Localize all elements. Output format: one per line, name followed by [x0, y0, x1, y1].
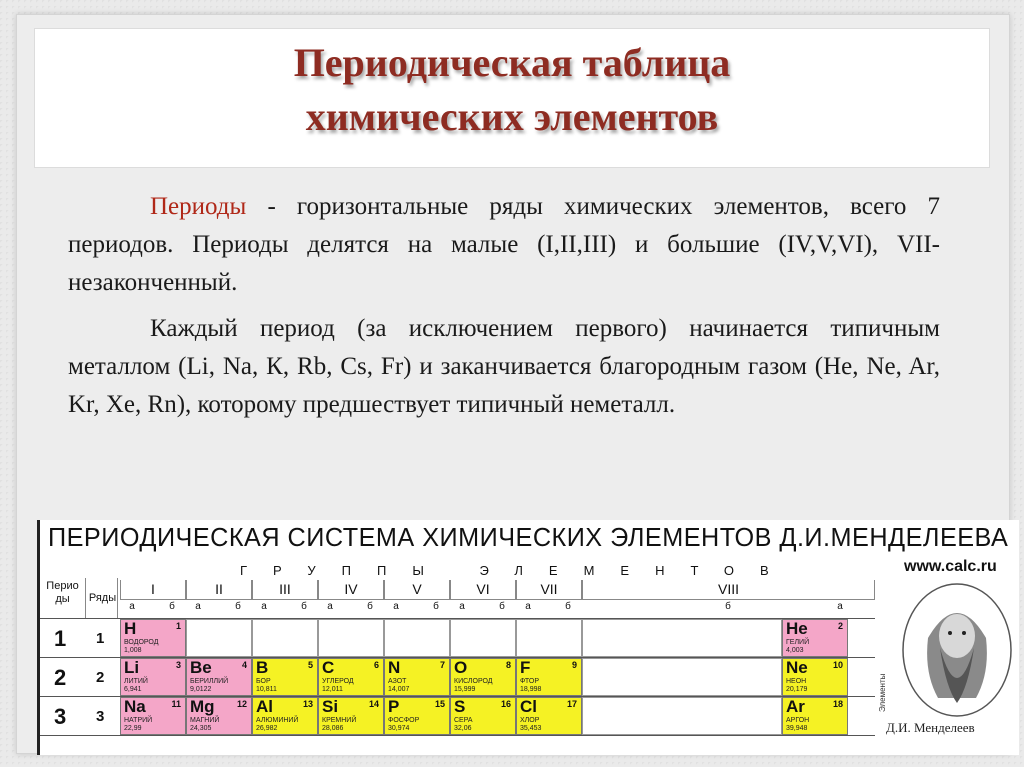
atomic-number: 15	[434, 699, 445, 709]
element-cell-h	[120, 619, 186, 657]
period-number-3: 3	[54, 704, 67, 729]
element-cell-o	[450, 658, 516, 696]
atomic-number: 18	[832, 699, 843, 709]
element-name: НЕОН	[786, 678, 807, 685]
period-number-2: 2	[54, 665, 67, 690]
group-header-3: III	[252, 580, 318, 600]
periodic-table-image	[37, 520, 1019, 755]
element-cell-ar	[782, 697, 848, 735]
atomic-mass: 4,003	[786, 647, 804, 654]
atomic-number: 11	[171, 699, 181, 709]
subgroup-a-3: а	[261, 601, 267, 612]
subgroup-b-7: б	[565, 601, 571, 612]
subgroup-a-6: а	[459, 601, 465, 612]
element-name: СЕРА	[454, 717, 473, 724]
atomic-mass: 24,305	[190, 725, 212, 732]
element-symbol: Be	[190, 658, 212, 677]
atomic-number: 16	[500, 699, 511, 709]
group-header-5: V	[384, 580, 450, 600]
atomic-mass: 12,011	[322, 686, 343, 693]
atomic-number: 3	[175, 660, 181, 670]
atomic-mass: 9,0122	[190, 686, 212, 693]
element-name: ФОСФОР	[388, 717, 420, 724]
element-cell-be	[186, 658, 252, 696]
paragraph-period-structure: Каждый период (за исключением первого) начинается типичным металлом (Li, Na, К, Rb, Cs, Fr) и заканчивается благородным газом (He, Ne, Ar, Kr, Xe, Rn), которому предшествует типичный неметалл.	[68, 315, 940, 418]
periodic-table-title: ПЕРИОДИЧЕСКАЯ СИСТЕМА ХИМИЧЕСКИХ ЭЛЕМЕНТОВ Д.И.МЕНДЕЛЕЕВА	[48, 522, 1009, 552]
element-cell-mg	[186, 697, 252, 735]
element-symbol: Al	[256, 697, 273, 716]
subgroup-a-7: а	[525, 601, 531, 612]
atomic-number: 10	[832, 660, 843, 670]
element-symbol: H	[124, 619, 137, 638]
element-name: КИСЛОРОД	[454, 678, 493, 685]
element-name: ХЛОР	[520, 717, 540, 724]
row-divider	[40, 735, 875, 736]
atomic-number: 17	[566, 699, 577, 709]
atomic-number: 12	[236, 699, 247, 709]
element-symbol: O	[454, 658, 468, 677]
atomic-mass: 30,974	[388, 725, 410, 732]
subgroup-b-8: б	[725, 601, 731, 612]
subgroup-b-5: б	[433, 601, 439, 612]
element-cell-n	[384, 658, 450, 696]
title-line-1: Периодическая таблица	[293, 40, 731, 85]
subgroup-b-3: б	[301, 601, 307, 612]
atomic-mass: 14,007	[388, 686, 410, 693]
element-cell-cl	[516, 697, 582, 735]
empty-cell	[582, 697, 782, 735]
element-cell-na	[120, 697, 186, 735]
element-cell-ne	[782, 658, 848, 696]
element-symbol: Li	[124, 658, 140, 677]
group-header-1: I	[120, 580, 186, 600]
element-cell-s	[450, 697, 516, 735]
group-header-4: IV	[318, 580, 384, 600]
element-cell-al	[252, 697, 318, 735]
group-header-8: VIII	[582, 580, 875, 600]
atomic-mass: 18,998	[520, 686, 542, 693]
element-cell-si	[318, 697, 384, 735]
atomic-number: 14	[368, 699, 379, 709]
element-name: ФТОР	[520, 678, 540, 685]
atomic-mass: 28,086	[322, 725, 344, 732]
element-cell-b	[252, 658, 318, 696]
title-line-2: химических элементов	[305, 94, 719, 139]
slide-title	[34, 36, 990, 144]
row-number-2: 2	[96, 669, 105, 686]
subgroup-a-8: а	[837, 601, 843, 612]
atomic-number: 7	[439, 660, 445, 670]
element-symbol: F	[520, 658, 531, 677]
element-symbol: S	[454, 697, 466, 716]
portrait-caption: Д.И. Менделеев	[886, 720, 975, 735]
empty-cell	[252, 619, 318, 657]
side-label: Элементы	[878, 673, 887, 712]
element-name: ВОДОРОД	[124, 639, 159, 646]
empty-cell	[318, 619, 384, 657]
element-name: БОР	[256, 678, 271, 685]
subgroup-b-6: б	[499, 601, 505, 612]
atomic-number: 2	[837, 621, 843, 631]
subgroup-a-4: а	[327, 601, 333, 612]
subgroup-b-4: б	[367, 601, 373, 612]
atomic-mass: 32,06	[454, 725, 472, 732]
element-symbol: Na	[124, 697, 146, 716]
subgroup-a-2: а	[195, 601, 201, 612]
group-header-6: VI	[450, 580, 516, 600]
period-column-header: Перио ды	[40, 578, 86, 618]
element-name: ЛИТИЙ	[124, 678, 148, 685]
element-name: БЕРИЛЛИЙ	[190, 678, 229, 685]
row-column-header: Ряды	[88, 578, 118, 618]
element-name: ГЕЛИЙ	[786, 639, 810, 646]
group-header-7: VII	[516, 580, 582, 600]
element-symbol: Ar	[786, 697, 805, 716]
subgroup-b-2: б	[235, 601, 241, 612]
atomic-mass: 20,179	[786, 686, 808, 693]
element-symbol: B	[256, 658, 269, 677]
period-number-1: 1	[54, 626, 67, 651]
atomic-number: 4	[241, 660, 247, 670]
slide-body	[68, 188, 940, 432]
subgroup-b-1: б	[169, 601, 175, 612]
element-symbol: Mg	[190, 697, 215, 716]
element-name: КРЕМНИЙ	[322, 717, 357, 724]
element-symbol: Cl	[520, 697, 537, 716]
subgroup-a-5: а	[393, 601, 399, 612]
element-cell-he	[782, 619, 848, 657]
atomic-mass: 35,453	[520, 725, 542, 732]
atomic-mass: 22,99	[124, 725, 142, 732]
atomic-number: 9	[571, 660, 577, 670]
element-name: МАГНИЙ	[190, 717, 220, 724]
atomic-number: 1	[175, 621, 181, 631]
paragraph-periods	[68, 188, 940, 302]
element-name: АЗОТ	[388, 678, 407, 685]
row-number-3: 3	[96, 708, 105, 725]
site-label: www.calc.ru	[904, 558, 997, 575]
atomic-mass: 26,982	[256, 725, 278, 732]
empty-cell	[516, 619, 582, 657]
atomic-number: 8	[505, 660, 511, 670]
element-cell-p	[384, 697, 450, 735]
atomic-number: 5	[307, 660, 313, 670]
atomic-mass: 6,941	[124, 686, 142, 693]
atomic-number: 6	[373, 660, 379, 670]
periods-term: Периоды	[150, 193, 247, 220]
element-symbol: Ne	[786, 658, 808, 677]
empty-cell	[450, 619, 516, 657]
subgroup-a-1: а	[129, 601, 135, 612]
empty-cell	[186, 619, 252, 657]
periods-definition: - горизонтальные ряды химических элементов, всего 7 периодов. Периоды делятся на малые (I,II,III) и большие (IV,V,VI), VII-незаконченный.	[68, 193, 940, 296]
atomic-mass: 10,811	[256, 686, 277, 693]
row-number-1: 1	[96, 630, 105, 647]
atomic-number: 13	[302, 699, 313, 709]
element-symbol: C	[322, 658, 335, 677]
element-symbol: He	[786, 619, 808, 638]
empty-cell	[384, 619, 450, 657]
element-symbol: P	[388, 697, 400, 716]
element-symbol: Si	[322, 697, 339, 716]
atomic-mass: 15,999	[454, 686, 476, 693]
group-header-2: II	[186, 580, 252, 600]
atomic-mass: 1,008	[124, 647, 142, 654]
element-name: НАТРИЙ	[124, 717, 153, 724]
element-cell-f	[516, 658, 582, 696]
element-symbol: N	[388, 658, 401, 677]
element-cell-c	[318, 658, 384, 696]
empty-cell	[582, 658, 782, 696]
empty-cell	[582, 619, 782, 657]
atomic-mass: 39,948	[786, 725, 808, 732]
groups-label: ГРУППЫ ЭЛЕМЕНТОВ	[240, 563, 795, 578]
element-name: УГЛЕРОД	[322, 678, 354, 685]
mendeleev-portrait	[898, 578, 1016, 720]
element-name: АЛЮМИНИЙ	[256, 717, 299, 724]
element-cell-li	[120, 658, 186, 696]
element-name: АРГОН	[786, 717, 810, 724]
